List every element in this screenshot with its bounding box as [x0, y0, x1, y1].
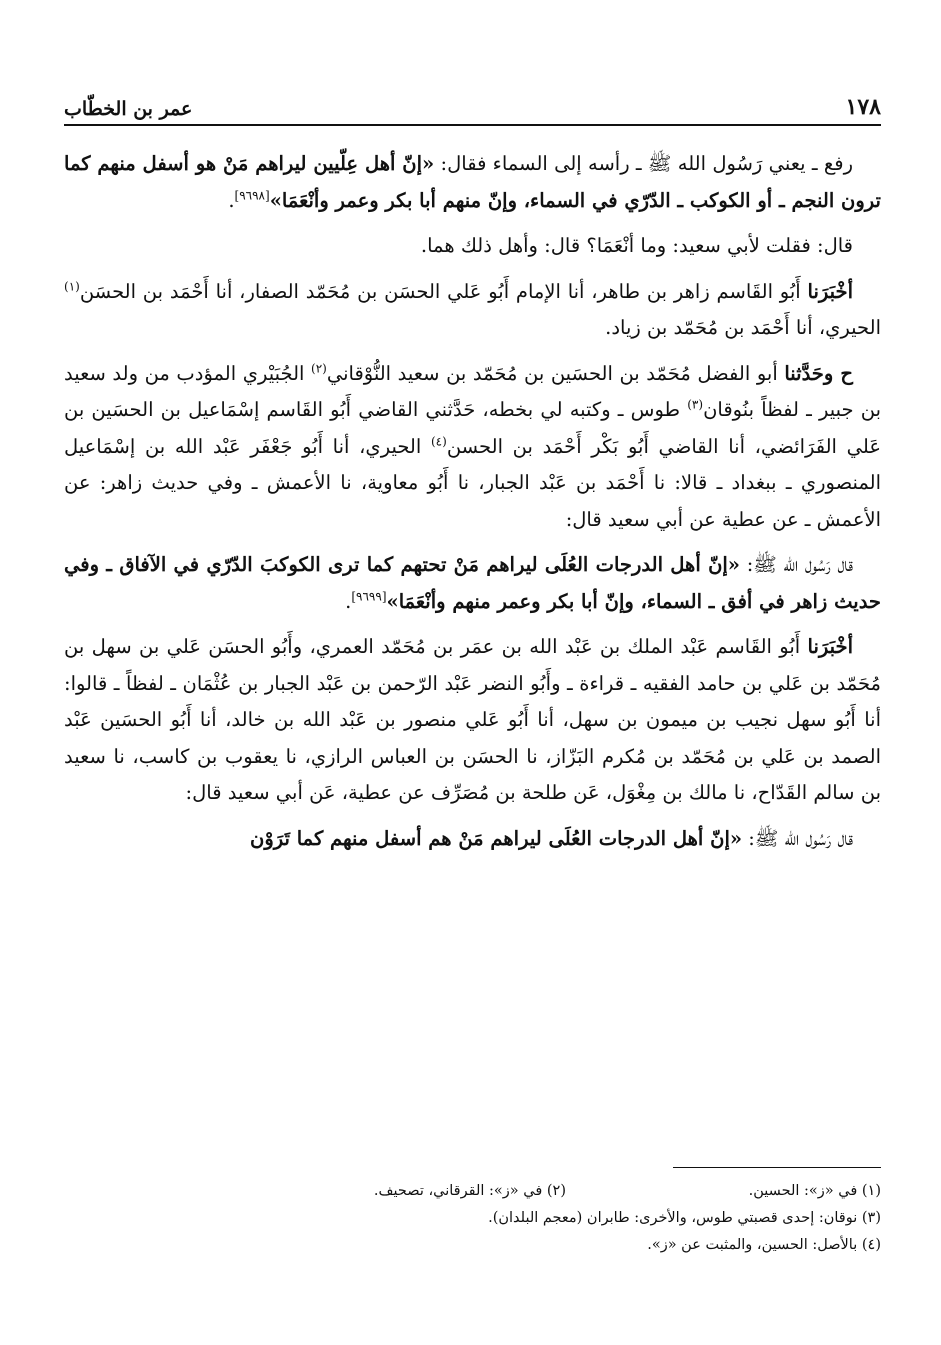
text-segment: الجُبَيْري المؤدب من ولد سعيد بن جبير ـ لفظاً بنُوقان [64, 361, 881, 421]
paragraph [64, 356, 881, 539]
text-segment: قال: فقلت لأبي سعيد: وما أنْعَمَا؟ قال: وأهل ذلك هما. [420, 234, 853, 257]
header-rule [64, 124, 881, 126]
bold-text: «إنّ أهل الدرجات العُلَى ليراهم مَنْ تحتهم كما ترى الكوكبَ الدّرّي في الآفاق ـ وفي حديث زاهر في أفق ـ السماء، وإنّ أبا بكر وعمر منهم وأنْعَمَا» [64, 553, 881, 613]
footnote-3: (٣) نوقان: إحدى قصبتي طوس، والأخرى: طابران (معجم البلدان). [488, 1210, 881, 1226]
text-segment: أَبُو القَاسم زاهر بن طاهر، أنا الإمام أَبُو عَلي الحسَن بن مُحَمّد الصفار، أنا أَحْمَد بن الحسَن [79, 279, 808, 303]
text-segment: قال رَسُول الله ﷺ: [742, 826, 853, 850]
text-segment: رفع ـ يعني رَسُول الله ﷺ ـ رأسه إلى السماء فقال: [434, 152, 853, 175]
paragraph [64, 547, 881, 620]
footnote-row [64, 1232, 881, 1259]
footnote-separator [673, 1167, 881, 1168]
footnotes [64, 1178, 881, 1259]
text-segment: قال رَسُول الله ﷺ: [740, 553, 853, 576]
page-number: ١٧٨ [845, 94, 881, 120]
text-segment: طوس ـ وكتبه لي بخطه، حَدَّثني القاضي أَبُو القَاسم إسْمَاعيل بن الحسَين بن عَلي الفَرَائضي، أنا القاضي أَبُو بَكْر أَحْمَد بن الحسن [64, 398, 881, 458]
footnote-2: (٢) في «ز»: القرقاني، تصحيف. [373, 1183, 566, 1199]
footnote-4: (٤) بالأصل: الحسين، والمثبت عن «ز». [647, 1237, 881, 1253]
reference-marker: (٤) [430, 434, 447, 448]
bold-text: ح وحَدَّثنا [784, 361, 854, 385]
bold-text: أخْبَرَنا [807, 279, 853, 303]
paragraph [64, 821, 881, 858]
text-segment: أبو الفضل مُحَمّد بن الحسَين بن مُحَمّد بن سعيد النُّوْقاني [326, 361, 785, 385]
paragraph [64, 146, 881, 219]
text-segment: الحيري، أنا أَبُو جَعْفَر عَبْد الله بن إسْمَاعيل المنصوري ـ ببغداد ـ قالا: نا أَحْمَد بن عَبْد الجبار، نا أَبُو معاوية، نا الأعمش ـ وفي حديث زاهر: عن الأعمش ـ عن عطية عن أبي سعيد قال: [64, 434, 881, 531]
bold-text: أخْبَرَنا [807, 635, 853, 658]
bold-text: «إنّ أهل عِلّيين ليراهم مَنْ هو أسفل منهم كما ترون النجم ـ أو الكوكب ـ الدّرّي في السماء، وإنّ منهم أبا بكر وعمر وأنْعَمَا» [64, 152, 881, 212]
footnote-row [64, 1205, 881, 1232]
footnote-1: (١) في «ز»: الحسين. [748, 1183, 881, 1199]
paragraph [64, 274, 881, 347]
page-header [64, 88, 881, 120]
reference-marker: [٩٦٩٨] [234, 188, 270, 202]
bold-text: «إنّ أهل الدرجات العُلَى ليراهم مَنْ هم أسفل منهم كما تَرَوْن [250, 826, 743, 850]
text-segment: أَبُو القَاسم عَبْد الملك بن عَبْد الله بن عمَر بن مُحَمّد العمري، وأَبُو الحسَن عَلي بن سهل بن مُحَمّد بن عَلي بن حامد الفقيه ـ قراءة ـ وأَبُو النضر عَبْد الرّحمن بن عَبْد الجبار بن عُثْمَان ـ لفظاً ـ قالوا: أنا أَبُو سهل نجيب بن ميمون بن سهل، أنا أَبُو عَلي منصور بن عَبْد الله بن خالد، أنا أَبُو الحسَين عَبْد الصمد بن عَلي بن مُحَمّد بن مُكرم البَزّاز، نا الحسَن بن العباس الرازي، نا يعقوب بن كاسب، نا سعيد بن سالم القَدّاح، نا مالك بن مِغْوَل، عَن طلحة بن مُصَرِّف عن عطية، عَن أبي سعيد قال: [64, 635, 881, 804]
reference-marker: [٩٦٩٩] [351, 589, 387, 603]
main-text [64, 146, 881, 866]
reference-marker: (١) [64, 279, 80, 293]
running-title: عمر بن الخطّاب [64, 98, 193, 120]
paragraph [64, 629, 881, 812]
footnote-row [64, 1178, 881, 1205]
text-segment: الحيري، أنا أَحْمَد بن مُحَمّد بن زياد. [605, 316, 881, 339]
text-segment: . [345, 589, 352, 613]
reference-marker: (٢) [311, 361, 327, 375]
paragraph [64, 228, 881, 265]
text-segment: . [228, 188, 235, 212]
reference-marker: (٣) [687, 397, 704, 412]
